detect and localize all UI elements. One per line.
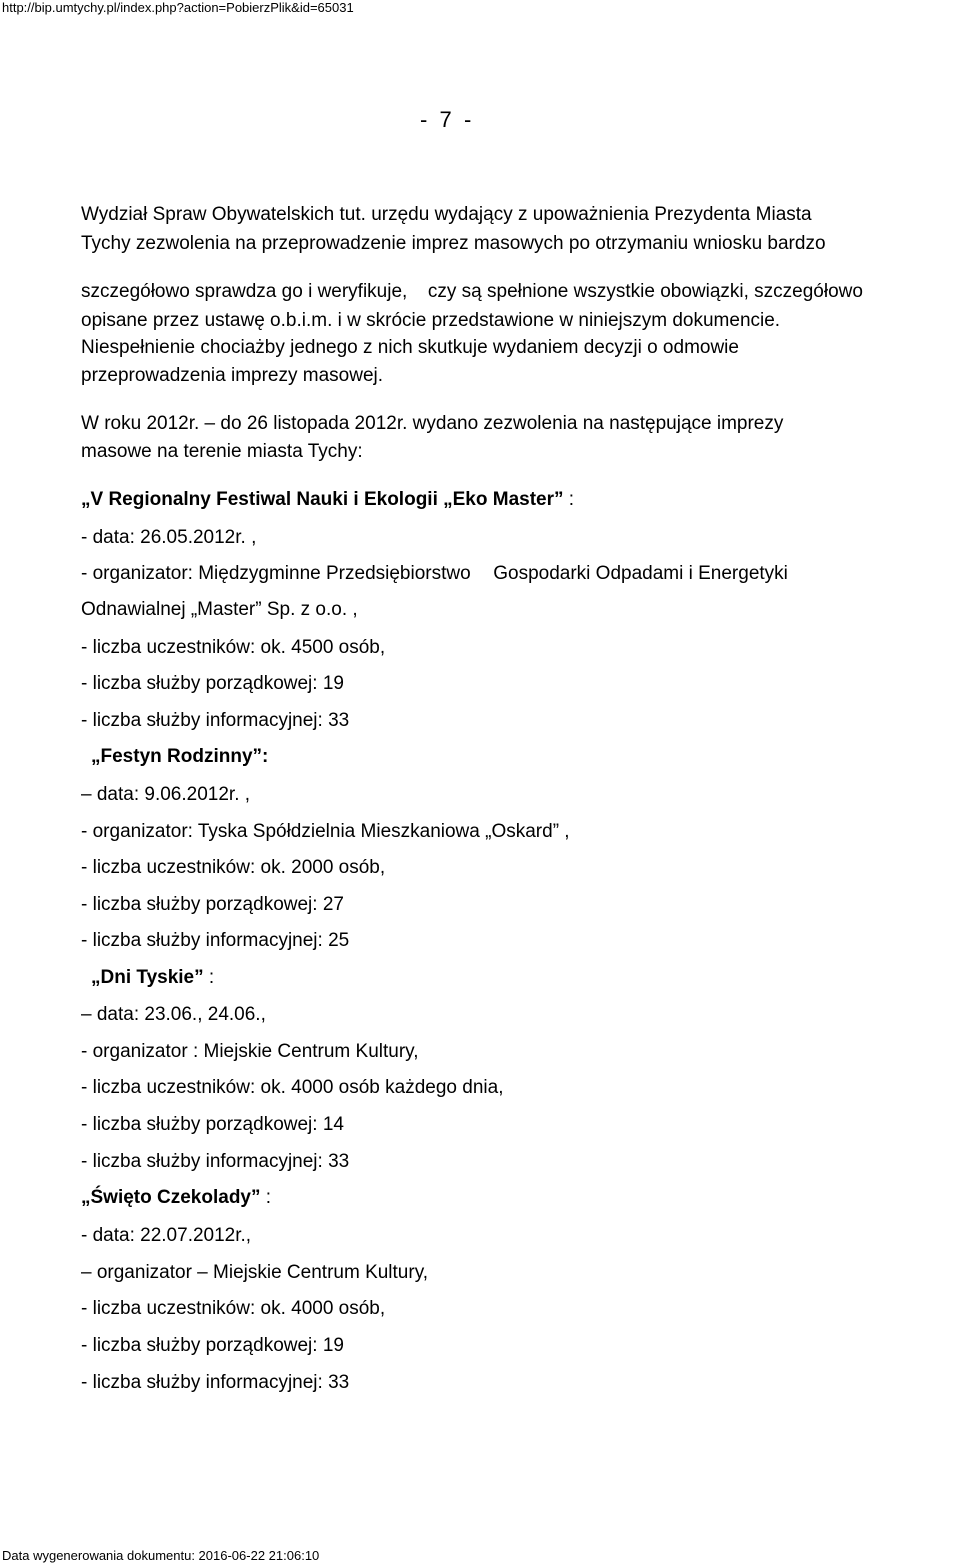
intro-line: przeprowadzenia imprezy masowej. <box>81 365 384 386</box>
event-organizer: - organizator: Tyska Spółdzielnia Mieszkaniowa „Oskard” , <box>81 821 570 842</box>
event-title <box>81 488 574 512</box>
intro-line: Wydział Spraw Obywatelskich tut. urzędu wydający z upoważnienia Prezydenta Miasta <box>81 204 812 225</box>
event-title-suffix: : <box>262 746 269 767</box>
event-title-text: „Dni Tyskie” <box>91 967 204 988</box>
generation-date-footer: Data wygenerowania dokumentu: 2016-06-22 21:06:10 <box>2 1548 320 1563</box>
event-order-service: - liczba służby porządkowej: 14 <box>81 1114 344 1135</box>
event-organizer-part: - organizator: Międzygminne Przedsiębiorstwo <box>81 563 471 584</box>
event-order-service: - liczba służby porządkowej: 19 <box>81 673 344 694</box>
event-participants: - liczba uczestników: ok. 4500 osób, <box>81 637 386 658</box>
intro-line: Tychy zezwolenia na przeprowadzenie imprez masowych po otrzymaniu wniosku bardzo <box>81 233 826 254</box>
event-info-service: - liczba służby informacyjnej: 33 <box>81 1372 350 1393</box>
event-order-service: - liczba służby porządkowej: 27 <box>81 894 344 915</box>
event-title <box>91 745 268 769</box>
event-organizer <box>81 562 788 586</box>
event-title-suffix: : <box>563 489 575 510</box>
event-title <box>81 1186 271 1210</box>
event-participants: - liczba uczestników: ok. 2000 osób, <box>81 857 386 878</box>
intro-line: Niespełnienie chociażby jednego z nich skutkuje wydaniem decyzji o odmowie <box>81 337 739 358</box>
intro-line-part: czy są spełnione wszystkie obowiązki, szczegółowo <box>427 281 863 302</box>
event-title-suffix: : <box>260 1187 272 1208</box>
event-title-text: „Festyn Rodzinny” <box>91 746 263 767</box>
intro-line <box>81 280 863 304</box>
event-participants: - liczba uczestników: ok. 4000 osób, <box>81 1298 386 1319</box>
event-title-suffix: : <box>203 967 215 988</box>
event-date: – data: 9.06.2012r. , <box>81 784 251 805</box>
event-info-service: - liczba służby informacyjnej: 33 <box>81 1151 350 1172</box>
intro-line: W roku 2012r. – do 26 listopada 2012r. wydano zezwolenia na następujące imprezy <box>81 413 784 434</box>
event-title-text: „V Regionalny Festiwal Nauki i Ekologii „Eko Master” <box>81 489 564 510</box>
event-date: – data: 23.06., 24.06., <box>81 1004 266 1025</box>
event-info-service: - liczba służby informacyjnej: 25 <box>81 930 350 951</box>
event-date: - data: 22.07.2012r., <box>81 1225 252 1246</box>
event-order-service: - liczba służby porządkowej: 19 <box>81 1335 344 1356</box>
event-title-text: „Święto Czekolady” <box>81 1187 261 1208</box>
event-title <box>91 966 214 990</box>
event-date: - data: 26.05.2012r. , <box>81 527 257 548</box>
event-organizer: - organizator : Miejskie Centrum Kultury, <box>81 1041 419 1062</box>
intro-line: opisane przez ustawę o.b.i.m. i w skrócie przedstawione w niniejszym dokumencie. <box>81 310 781 331</box>
event-organizer-cont: Odnawialnej „Master” Sp. z o.o. , <box>81 599 358 620</box>
intro-line: masowe na terenie miasta Tychy: <box>81 441 363 462</box>
header-url: http://bip.umtychy.pl/index.php?action=PobierzPlik&id=65031 <box>2 0 354 15</box>
event-participants: - liczba uczestników: ok. 4000 osób każdego dnia, <box>81 1077 504 1098</box>
page-number: - 7 - <box>420 107 472 132</box>
event-organizer-part: Gospodarki Odpadami i Energetyki <box>493 563 788 584</box>
event-organizer: – organizator – Miejskie Centrum Kultury, <box>81 1262 429 1283</box>
event-info-service: - liczba służby informacyjnej: 33 <box>81 710 350 731</box>
intro-line-part: szczegółowo sprawdza go i weryfikuje, <box>81 281 408 302</box>
